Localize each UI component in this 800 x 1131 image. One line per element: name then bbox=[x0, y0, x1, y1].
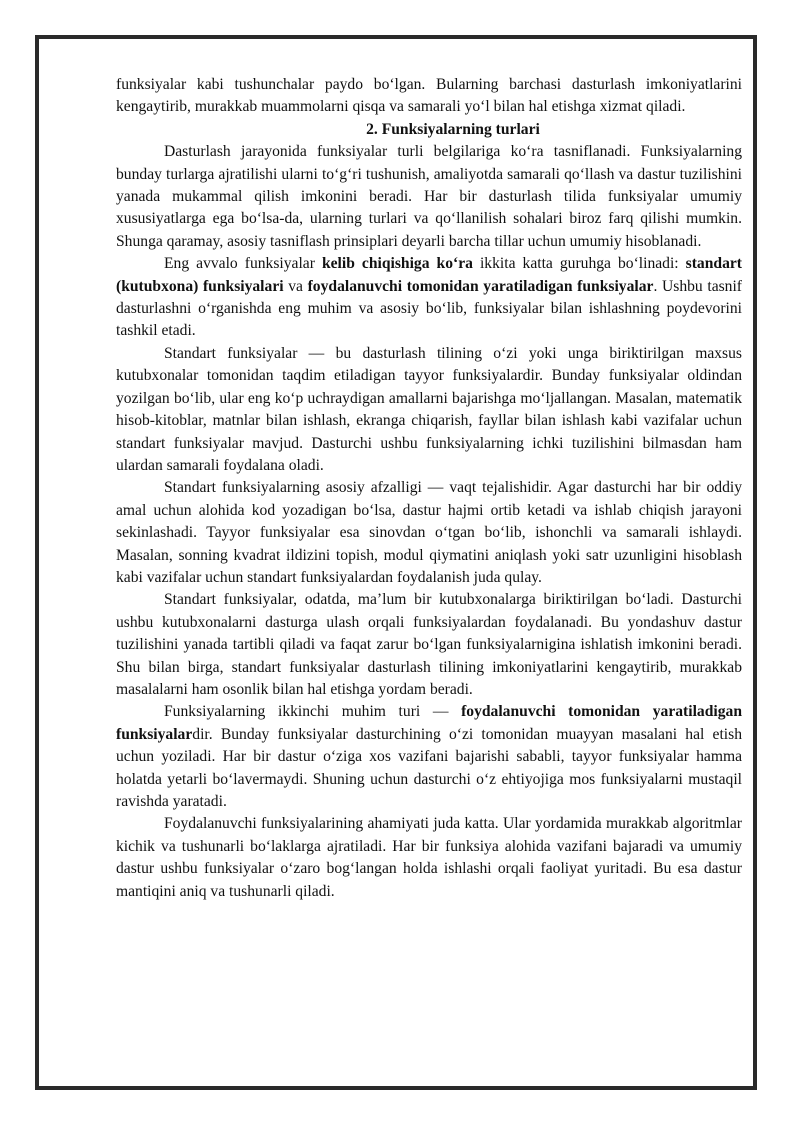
paragraph-2-text-4: . Ushbu tasnif dasturlashni o‘rganishda eng muhim va asosiy bo‘lib, funksiyalar bilan ishlashning poydevorini tashkil etadi. bbox=[116, 277, 743, 340]
paragraph-1: Dasturlash jarayonida funksiyalar turli belgilariga ko‘ra tasniflanadi. Funksiyalarning bunday turlarga ajratilishi ularni to‘g‘ri tushunish, amaliyotda samarali qo‘llash va dastur tuzilishini yanada mukammal qilish imkonini beradi. Har bir dasturlash tilida funksiyalar umumiy xususiyatlarga ega bo‘lsa-da, ularning turlari va qo‘llanilish sohalari biroz farq qilishi mumkin. Shunga qaramay, asosiy tasniflash prinsiplari deyarli barcha tillar uchun umumiy hisoblanadi. bbox=[116, 143, 742, 250]
paragraph-7: Foydalanuvchi funksiyalarining ahamiyati juda katta. Ular yordamida murakkab algoritmlar kichik va tushunarli bo‘laklarga ajratiladi. Har bir funksiya alohida vazifani bajaradi va umumiy dastur ushbu funksiyalar o‘zaro bog‘langan holda ishlashi orqali faoliyat yuritadi. Bu esa dastur mantiqini aniq va tushunarli qiladi. bbox=[116, 815, 742, 900]
paragraph-2-bold-origin: kelib chiqishiga ko‘ra bbox=[321, 255, 473, 273]
paragraph-6-text-1: Funksiyalarning ikkinchi muhim turi — bbox=[164, 703, 462, 721]
paragraph-2-bold-user: foydalanuvchi tomonidan yaratiladigan funksiyalar bbox=[307, 277, 654, 295]
paragraph-3: Standart funksiyalar — bu dasturlash tilining o‘zi yoki unga biriktirilgan maxsus kutubxonalar tomonidan taqdim etiladigan tayyor funksiyalardir. Bunday funksiyalar oldindan yozilgan bo‘lib, ular eng ko‘p uchraydigan amallarni bajarishga mo‘ljallangan. Masalan, matematik hisob-kitoblar, matnlar bilan ishlash, ekranga chiqarish, fayllar bilan ishlash kabi vazifalar uchun standart funksiyalar mavjud. Dasturchi ushbu funksiyalarning ichki tuzilishini bilmasdan ham ulardan samarali foydalana oladi. bbox=[116, 344, 742, 474]
paragraph-2 bbox=[116, 253, 742, 343]
paragraph-2-text-2: ikkita katta guruhga bo‘linadi: bbox=[472, 255, 686, 273]
intro-paragraph: funksiyalar kabi tushunchalar paydo bo‘lgan. Bularning barchasi dasturlash imkoniyatlarini kengaytirib, murakkab muammolarni qisqa va samarali yo‘l bilan hal etishga xizmat qiladi. bbox=[116, 76, 742, 116]
paragraph-6 bbox=[116, 701, 742, 813]
paragraph-4: Standart funksiyalarning asosiy afzalligi — vaqt tejalishidir. Agar dasturchi har bir oddiy amal uchun alohida kod yozadigan bo‘lsa, dastur hajmi ortib ketadi va ishlab chiqish jarayoni sekinlashadi. Tayyor funksiyalar esa sinovdan o‘tgan bo‘lib, ishonchli va samarali ishlaydi. Masalan, sonning kvadrat ildizini topish, modul qiymatini aniqlash yoki satr uzunligini hisoblash kabi vazifalar uchun standart funksiyalardan foydalanish juda qulay. bbox=[116, 479, 742, 586]
paragraph-6-bold-user: foydalanuvchi tomonidan yaratiladigan funksiyalar bbox=[116, 703, 742, 743]
paragraph-2-bold-standard: standart (kutubxona) funksiyalari bbox=[116, 255, 742, 295]
paragraph-2-text-1: Eng avvalo funksiyalar bbox=[164, 255, 322, 273]
document-body bbox=[116, 74, 742, 903]
paragraph-5: Standart funksiyalar, odatda, ma’lum bir kutubxonalarga biriktirilgan bo‘ladi. Dasturchi ushbu kutubxonalarni dasturga ulash orqali funksiyalardan foydalanadi. Bu yondashuv dastur tuzilishini yanada tartibli qiladi va faqat zarur bo‘lgan funksiyalarnigina ishlatish imkonini beradi. Shu bilan birga, standart funksiyalar dasturlash tilining imkoniyatlarini kengaytirib, murakkab masalalarni ham osonlik bilan hal etishga yordam beradi. bbox=[116, 591, 742, 698]
paragraph-2-text-3: va bbox=[283, 277, 308, 295]
paragraph-6-text-2: dir. Bunday funksiyalar dasturchining o‘zi tomonidan muayyan masalani hal etish uchun yoziladi. Har bir dastur o‘ziga xos vazifani bajarishi sababli, tayyor funksiyalar hamma holatda yetarli bo‘lavermaydi. Shuning uchun dasturchi o‘z ehtiyojiga mos funksiyalarni mustaqil ravishda yaratadi. bbox=[116, 725, 742, 810]
section-heading: 2. Funksiyalarning turlari bbox=[366, 120, 540, 138]
